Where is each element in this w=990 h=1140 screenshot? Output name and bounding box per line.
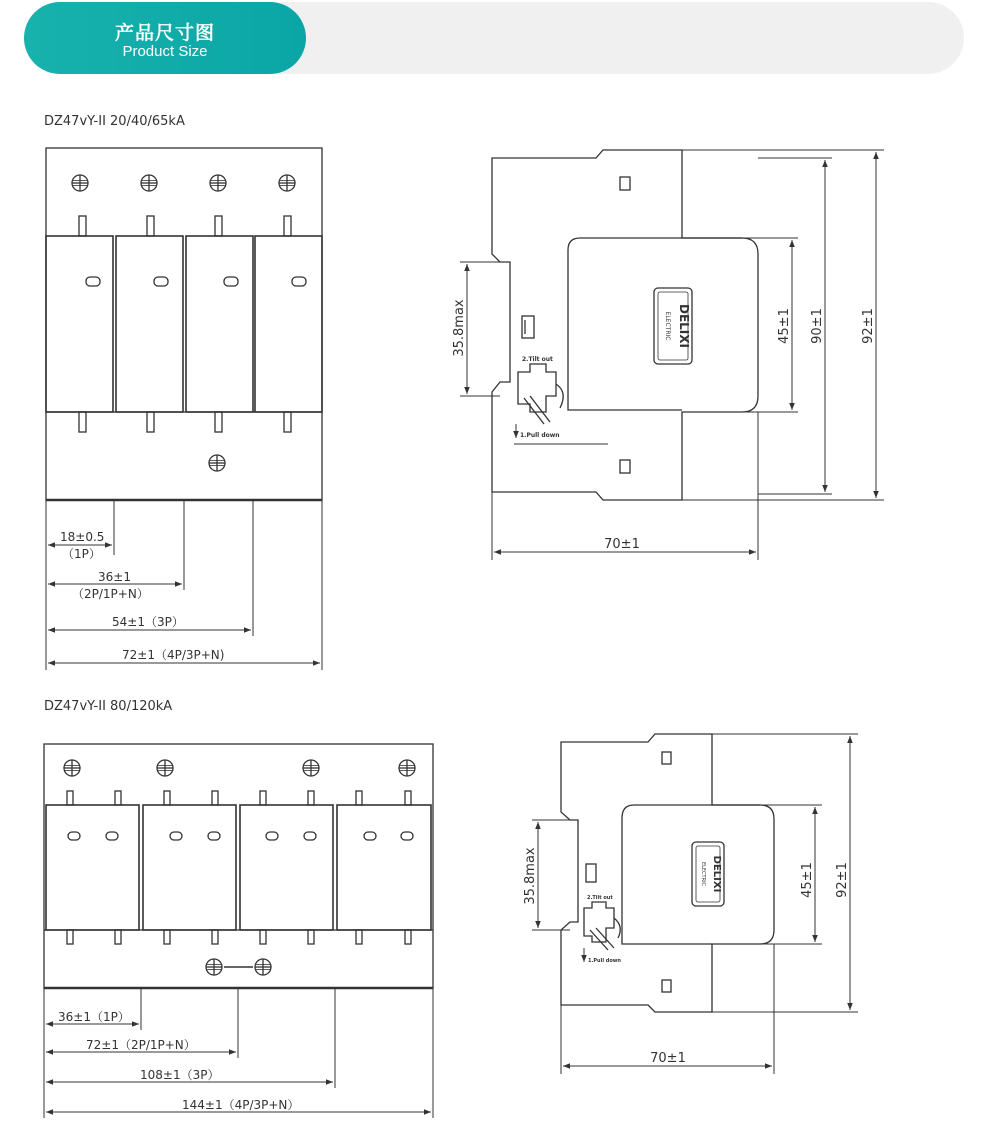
side1-rail: 35.8max <box>452 299 467 357</box>
brand-sub-2: ELECTRIC <box>700 861 706 887</box>
dim-1p-sub: （1P） <box>62 547 101 561</box>
header-title-cn: 产品尺寸图 <box>114 22 215 44</box>
dim2-4p: 144±1（4P/3P+N） <box>182 1098 300 1112</box>
brand-logo-2: DELIXI <box>711 855 722 893</box>
side1-height-inner: 45±1 <box>777 308 792 344</box>
side2-height-inner: 45±1 <box>800 862 815 898</box>
front-dims-1 <box>46 500 322 670</box>
side-dims-2 <box>532 734 858 1074</box>
dim-3p: 54±1（3P） <box>112 615 184 629</box>
dim2-3p: 108±1（3P） <box>140 1068 220 1082</box>
front-view-2 <box>44 744 433 988</box>
dim-1p-value: 18±0.5 <box>60 530 105 544</box>
dim-2p-sub: （2P/1P+N） <box>72 587 149 601</box>
brand-sub-1: ELECTRIC <box>664 311 671 341</box>
side2-rail: 35.8max <box>523 847 538 905</box>
side1-height-mid: 90±1 <box>810 308 825 344</box>
pull-label-1: 1.Pull down <box>520 432 560 439</box>
side2-depth: 70±1 <box>650 1051 686 1066</box>
tilt-label-1: 2.Tilt out <box>522 356 553 363</box>
side2-height-outer: 92±1 <box>835 862 850 898</box>
tilt-label-2: 2.Tilt out <box>587 895 613 901</box>
front-view-1 <box>46 148 322 500</box>
model-label-2: DZ47vY-II 80/120kA <box>44 699 173 714</box>
side-dims-1 <box>460 150 884 560</box>
dim2-2p: 72±1（2P/1P+N） <box>86 1038 196 1052</box>
brand-logo-1: DELIXI <box>677 304 691 348</box>
side1-depth: 70±1 <box>604 537 640 552</box>
header-title-en: Product Size <box>122 43 208 60</box>
side-view-1 <box>492 150 758 500</box>
dim-4p: 72±1（4P/3P+N) <box>122 648 225 662</box>
pull-label-2: 1.Pull down <box>588 958 621 964</box>
dim-2p-value: 36±1 <box>98 570 131 584</box>
model-label-1: DZ47vY-II 20/40/65kA <box>44 114 185 129</box>
dim2-1p: 36±1（1P） <box>58 1010 130 1024</box>
side-view-2 <box>561 734 774 1012</box>
side1-height-outer: 92±1 <box>861 308 876 344</box>
